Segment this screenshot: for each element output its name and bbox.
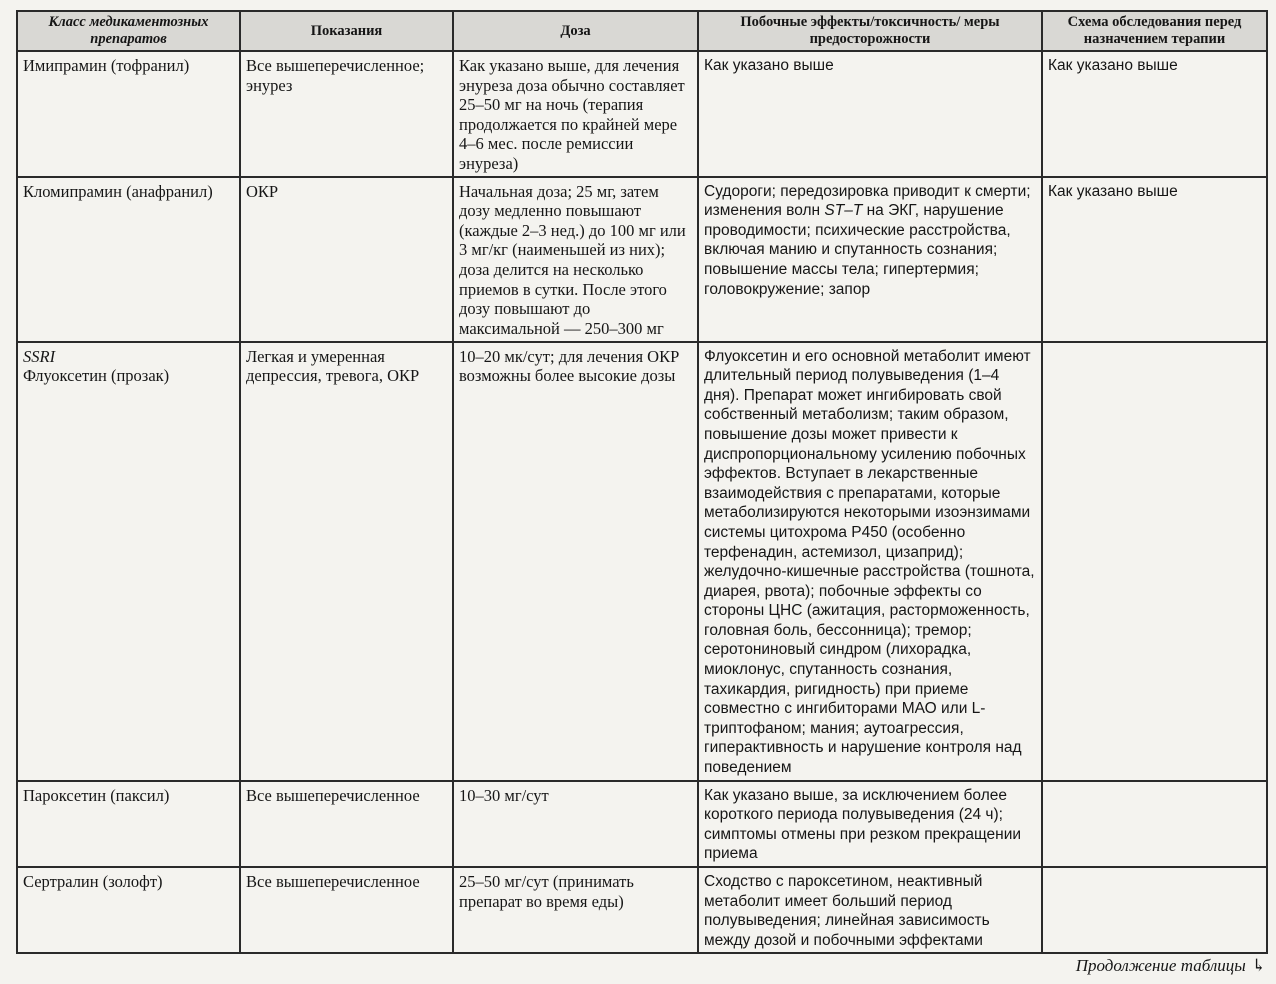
- table-header-row: [17, 11, 1267, 51]
- medication-table: [16, 10, 1268, 954]
- table-row: [17, 342, 1267, 781]
- side-effects-cell: Как указано выше: [698, 51, 1042, 177]
- exam-cell: [1042, 342, 1267, 781]
- indications-cell: Легкая и умеренная депрессия, тревога, ОКР: [240, 342, 453, 781]
- indications-cell: Все вышеперечисленное: [240, 867, 453, 953]
- drug-class-label: SSRI: [23, 346, 56, 366]
- dose-cell: 10–20 мк/сут; для лечения ОКР возможны более высокие дозы: [453, 342, 698, 781]
- dose-cell: Как указано выше, для лечения энуреза доза обычно составляет 25–50 мг на ночь (терапия продолжается по крайней мере 4–6 мес. после ремиссии энуреза): [453, 51, 698, 177]
- header-dose: Доза: [453, 11, 698, 51]
- side-effects-cell: Сходство с пароксетином, неактивный метаболит имеет больший период полувыведения; линейная зависимость между дозой и побочными эффектами: [698, 867, 1042, 953]
- header-pretreatment-exam: Схема обследования перед назначением терапии: [1042, 11, 1267, 51]
- drug-name: Флуоксетин (прозак): [23, 366, 170, 386]
- header-drug-class: Класс медикаментозных препаратов: [17, 11, 240, 51]
- indications-cell: Все вышеперечисленное; энурез: [240, 51, 453, 177]
- dose-cell: 25–50 мг/сут (принимать препарат во время еды): [453, 867, 698, 953]
- drug-cell: Пароксетин (паксил): [17, 781, 240, 867]
- table-continuation-note: [1076, 956, 1266, 976]
- indications-cell: Все вышеперечисленное: [240, 781, 453, 867]
- header-indications: Показания: [240, 11, 453, 51]
- drug-cell: Сертралин (золофт): [17, 867, 240, 953]
- side-effects-text-part: Судороги; передозировка приводит к смерти; изменения волн: [704, 182, 1031, 220]
- table-row: [17, 781, 1267, 867]
- table-row: [17, 177, 1267, 342]
- st-t-wave-term: ST–T: [824, 202, 863, 220]
- exam-cell: [1042, 781, 1267, 867]
- exam-cell: Как указано выше: [1042, 51, 1267, 177]
- drug-cell: Имипрамин (тофранил): [17, 51, 240, 177]
- exam-cell: [1042, 867, 1267, 953]
- side-effects-text-part: на ЭКГ, нарушение проводимости; психические расстройства, включая манию и спутанность сознания; повышение массы тела; гипертермия; головокружение; запор: [704, 202, 1011, 298]
- side-effects-cell: Флуоксетин и его основной метаболит имеют длительный период полувыведения (1–4 дня). Препарат может ингибировать свой собственный метаболизм; таким образом, повышение дозы может привести к диспропорциональному усилению побочных эффектов. Вступает в лекарственные взаимодействия с препаратами, которые метаболизируются некоторыми изоэнзимами системы цитохрома P450 (особенно терфенадин, астемизол, цизаприд); желудочно-кишечные расстройства (тошнота, диарея, рвота); побочные эффекты со стороны ЦНС (ажитация, расторможенность, головная боль, бессонница); тремор; серотониновый синдром (лихорадка, миоклонус, спутанность сознания, тахикардия, ригидность) при приеме совместно с ингибиторами МАО или L-триптофаном; мания; аутоагрессия, гиперактивность и нарушение контроля над поведением: [698, 342, 1042, 781]
- table-row: [17, 867, 1267, 953]
- side-effects-cell: Как указано выше, за исключением более короткого периода полувыведения (24 ч); симптомы отмены при резком прекращении приема: [698, 781, 1042, 867]
- drug-cell: Кломипрамин (анафранил): [17, 177, 240, 342]
- continuation-text: Продолжение таблицы: [1075, 956, 1246, 975]
- exam-cell: Как указано выше: [1042, 177, 1267, 342]
- dose-cell: 10–30 мг/сут: [453, 781, 698, 867]
- header-side-effects: Побочные эффекты/токсичность/ меры предосторожности: [698, 11, 1042, 51]
- dose-cell: Начальная доза; 25 мг, затем дозу медленно повышают (каждые 2–3 нед.) до 100 мг или 3 мг/кг (наименьшей из них); доза делится на несколько приемов в сутки. После этого дозу повышают до максимальной — 250–300 мг: [453, 177, 698, 342]
- drug-cell: [17, 342, 240, 781]
- continue-arrow-icon: ↳: [1251, 956, 1266, 975]
- indications-cell: ОКР: [240, 177, 453, 342]
- table-row: [17, 51, 1267, 177]
- side-effects-cell: [698, 177, 1042, 342]
